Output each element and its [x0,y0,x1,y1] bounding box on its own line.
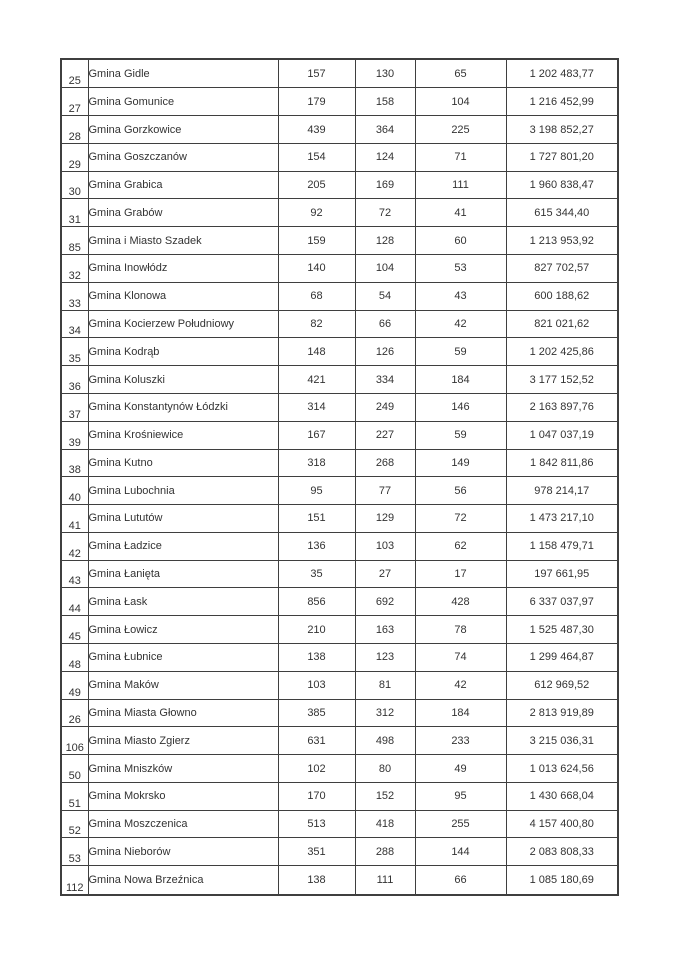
amount-cell: 1 213 953,92 [506,227,618,255]
gmina-name-cell: Gmina Krośniewice [88,421,278,449]
row-number-cell: 85 [61,227,88,255]
value-b-cell: 81 [355,671,415,699]
gmina-data-table [60,58,619,896]
amount-cell: 612 969,52 [506,671,618,699]
value-a-cell: 170 [278,782,355,810]
value-b-cell: 27 [355,560,415,588]
value-c-cell: 111 [415,171,506,199]
gmina-name-cell: Gmina Kodrąb [88,338,278,366]
amount-cell: 1 085 180,69 [506,866,618,895]
row-number-cell: 52 [61,810,88,838]
value-a-cell: 154 [278,143,355,171]
row-number-cell: 39 [61,421,88,449]
gmina-name-cell: Gmina Goszczanów [88,143,278,171]
row-number-cell: 44 [61,588,88,616]
amount-cell: 1 013 624,56 [506,755,618,783]
value-c-cell: 43 [415,282,506,310]
row-number-cell: 106 [61,727,88,755]
value-c-cell: 66 [415,866,506,895]
value-c-cell: 71 [415,143,506,171]
row-number-cell: 36 [61,366,88,394]
row-number-cell: 37 [61,393,88,421]
value-a-cell: 856 [278,588,355,616]
value-c-cell: 72 [415,505,506,533]
amount-cell: 821 021,62 [506,310,618,338]
row-number-cell: 29 [61,143,88,171]
table-row [61,199,618,227]
amount-cell: 3 215 036,31 [506,727,618,755]
gmina-name-cell: Gmina Nowa Brzeźnica [88,866,278,895]
value-b-cell: 418 [355,810,415,838]
value-c-cell: 59 [415,338,506,366]
table-row [61,810,618,838]
amount-cell: 4 157 400,80 [506,810,618,838]
table-row [61,532,618,560]
row-number-cell: 53 [61,838,88,866]
value-c-cell: 41 [415,199,506,227]
table-row [61,588,618,616]
value-c-cell: 49 [415,755,506,783]
row-number-cell: 34 [61,310,88,338]
table-row [61,560,618,588]
row-number-cell: 45 [61,616,88,644]
value-b-cell: 130 [355,59,415,88]
value-c-cell: 184 [415,366,506,394]
value-b-cell: 163 [355,616,415,644]
value-b-cell: 77 [355,477,415,505]
gmina-name-cell: Gmina Grabów [88,199,278,227]
value-a-cell: 136 [278,532,355,560]
amount-cell: 6 337 037,97 [506,588,618,616]
table-row [61,366,618,394]
gmina-name-cell: Gmina Łubnice [88,643,278,671]
row-number-cell: 42 [61,532,88,560]
gmina-name-cell: Gmina Lubochnia [88,477,278,505]
row-number-cell: 48 [61,643,88,671]
row-number-cell: 38 [61,449,88,477]
row-number-cell: 26 [61,699,88,727]
value-c-cell: 95 [415,782,506,810]
row-number-cell: 49 [61,671,88,699]
value-a-cell: 35 [278,560,355,588]
value-b-cell: 126 [355,338,415,366]
value-c-cell: 225 [415,116,506,144]
table-row [61,477,618,505]
row-number-cell: 32 [61,255,88,283]
table-row [61,727,618,755]
table-row [61,338,618,366]
table-row [61,699,618,727]
amount-cell: 1 216 452,99 [506,88,618,116]
value-b-cell: 268 [355,449,415,477]
value-b-cell: 169 [355,171,415,199]
value-b-cell: 129 [355,505,415,533]
value-a-cell: 148 [278,338,355,366]
amount-cell: 1 727 801,20 [506,143,618,171]
value-c-cell: 104 [415,88,506,116]
value-a-cell: 140 [278,255,355,283]
value-b-cell: 72 [355,199,415,227]
amount-cell: 1 202 425,86 [506,338,618,366]
value-a-cell: 138 [278,866,355,895]
table-body [61,59,618,895]
value-b-cell: 66 [355,310,415,338]
table-row [61,755,618,783]
value-a-cell: 205 [278,171,355,199]
value-c-cell: 144 [415,838,506,866]
amount-cell: 1 158 479,71 [506,532,618,560]
table-row [61,449,618,477]
gmina-name-cell: Gmina Gidle [88,59,278,88]
amount-cell: 1 299 464,87 [506,643,618,671]
row-number-cell: 43 [61,560,88,588]
table-row [61,255,618,283]
value-b-cell: 104 [355,255,415,283]
table-row [61,782,618,810]
amount-cell: 2 813 919,89 [506,699,618,727]
table-row [61,116,618,144]
gmina-name-cell: Gmina Lututów [88,505,278,533]
value-a-cell: 82 [278,310,355,338]
amount-cell: 1 525 487,30 [506,616,618,644]
value-a-cell: 513 [278,810,355,838]
table-row [61,421,618,449]
value-c-cell: 53 [415,255,506,283]
value-a-cell: 103 [278,671,355,699]
row-number-cell: 35 [61,338,88,366]
value-c-cell: 233 [415,727,506,755]
value-a-cell: 68 [278,282,355,310]
table-row [61,866,618,895]
amount-cell: 2 163 897,76 [506,393,618,421]
value-b-cell: 288 [355,838,415,866]
gmina-name-cell: Gmina Łanięta [88,560,278,588]
row-number-cell: 41 [61,505,88,533]
value-c-cell: 78 [415,616,506,644]
value-a-cell: 102 [278,755,355,783]
value-a-cell: 385 [278,699,355,727]
value-b-cell: 128 [355,227,415,255]
table-row [61,310,618,338]
value-a-cell: 210 [278,616,355,644]
value-b-cell: 227 [355,421,415,449]
table-row [61,227,618,255]
value-b-cell: 124 [355,143,415,171]
table-row [61,282,618,310]
value-a-cell: 421 [278,366,355,394]
value-c-cell: 255 [415,810,506,838]
value-a-cell: 314 [278,393,355,421]
value-a-cell: 631 [278,727,355,755]
row-number-cell: 30 [61,171,88,199]
row-number-cell: 28 [61,116,88,144]
row-number-cell: 50 [61,755,88,783]
table-row [61,143,618,171]
value-b-cell: 312 [355,699,415,727]
gmina-name-cell: Gmina Miasto Zgierz [88,727,278,755]
value-c-cell: 65 [415,59,506,88]
value-c-cell: 42 [415,671,506,699]
gmina-name-cell: Gmina Nieborów [88,838,278,866]
amount-cell: 3 198 852,27 [506,116,618,144]
value-a-cell: 157 [278,59,355,88]
value-b-cell: 80 [355,755,415,783]
gmina-name-cell: Gmina Kutno [88,449,278,477]
gmina-name-cell: Gmina Mniszków [88,755,278,783]
value-a-cell: 95 [278,477,355,505]
row-number-cell: 51 [61,782,88,810]
row-number-cell: 33 [61,282,88,310]
value-b-cell: 152 [355,782,415,810]
table-row [61,838,618,866]
amount-cell: 1 473 217,10 [506,505,618,533]
value-a-cell: 159 [278,227,355,255]
value-b-cell: 334 [355,366,415,394]
gmina-name-cell: Gmina Gomunice [88,88,278,116]
gmina-name-cell: Gmina Miasta Głowno [88,699,278,727]
value-c-cell: 428 [415,588,506,616]
value-c-cell: 149 [415,449,506,477]
amount-cell: 1 047 037,19 [506,421,618,449]
gmina-name-cell: Gmina Łowicz [88,616,278,644]
value-b-cell: 249 [355,393,415,421]
gmina-name-cell: Gmina Gorzkowice [88,116,278,144]
amount-cell: 1 202 483,77 [506,59,618,88]
table-row [61,643,618,671]
value-b-cell: 123 [355,643,415,671]
amount-cell: 3 177 152,52 [506,366,618,394]
gmina-name-cell: Gmina Inowłódz [88,255,278,283]
value-c-cell: 184 [415,699,506,727]
row-number-cell: 27 [61,88,88,116]
value-c-cell: 56 [415,477,506,505]
row-number-cell: 40 [61,477,88,505]
gmina-name-cell: Gmina i Miasto Szadek [88,227,278,255]
value-a-cell: 92 [278,199,355,227]
value-c-cell: 42 [415,310,506,338]
value-b-cell: 111 [355,866,415,895]
amount-cell: 1 842 811,86 [506,449,618,477]
value-a-cell: 439 [278,116,355,144]
gmina-name-cell: Gmina Ładzice [88,532,278,560]
gmina-name-cell: Gmina Konstantynów Łódzki [88,393,278,421]
gmina-name-cell: Gmina Łask [88,588,278,616]
gmina-name-cell: Gmina Grabica [88,171,278,199]
amount-cell: 827 702,57 [506,255,618,283]
amount-cell: 600 188,62 [506,282,618,310]
value-a-cell: 138 [278,643,355,671]
value-a-cell: 167 [278,421,355,449]
gmina-name-cell: Gmina Kocierzew Południowy [88,310,278,338]
value-c-cell: 62 [415,532,506,560]
table-row [61,671,618,699]
table-row [61,393,618,421]
amount-cell: 1 960 838,47 [506,171,618,199]
row-number-cell: 31 [61,199,88,227]
table-row [61,616,618,644]
table-row [61,505,618,533]
value-b-cell: 364 [355,116,415,144]
value-b-cell: 158 [355,88,415,116]
gmina-name-cell: Gmina Mokrsko [88,782,278,810]
row-number-cell: 112 [61,866,88,895]
amount-cell: 978 214,17 [506,477,618,505]
amount-cell: 2 083 808,33 [506,838,618,866]
value-c-cell: 17 [415,560,506,588]
value-b-cell: 103 [355,532,415,560]
amount-cell: 1 430 668,04 [506,782,618,810]
value-a-cell: 151 [278,505,355,533]
value-c-cell: 74 [415,643,506,671]
value-b-cell: 692 [355,588,415,616]
table-row [61,88,618,116]
value-c-cell: 60 [415,227,506,255]
row-number-cell: 25 [61,59,88,88]
value-a-cell: 318 [278,449,355,477]
gmina-name-cell: Gmina Maków [88,671,278,699]
gmina-name-cell: Gmina Klonowa [88,282,278,310]
gmina-name-cell: Gmina Moszczenica [88,810,278,838]
gmina-name-cell: Gmina Koluszki [88,366,278,394]
value-c-cell: 146 [415,393,506,421]
table-row [61,171,618,199]
value-b-cell: 498 [355,727,415,755]
value-c-cell: 59 [415,421,506,449]
value-b-cell: 54 [355,282,415,310]
amount-cell: 197 661,95 [506,560,618,588]
amount-cell: 615 344,40 [506,199,618,227]
table-row [61,59,618,88]
value-a-cell: 351 [278,838,355,866]
value-a-cell: 179 [278,88,355,116]
